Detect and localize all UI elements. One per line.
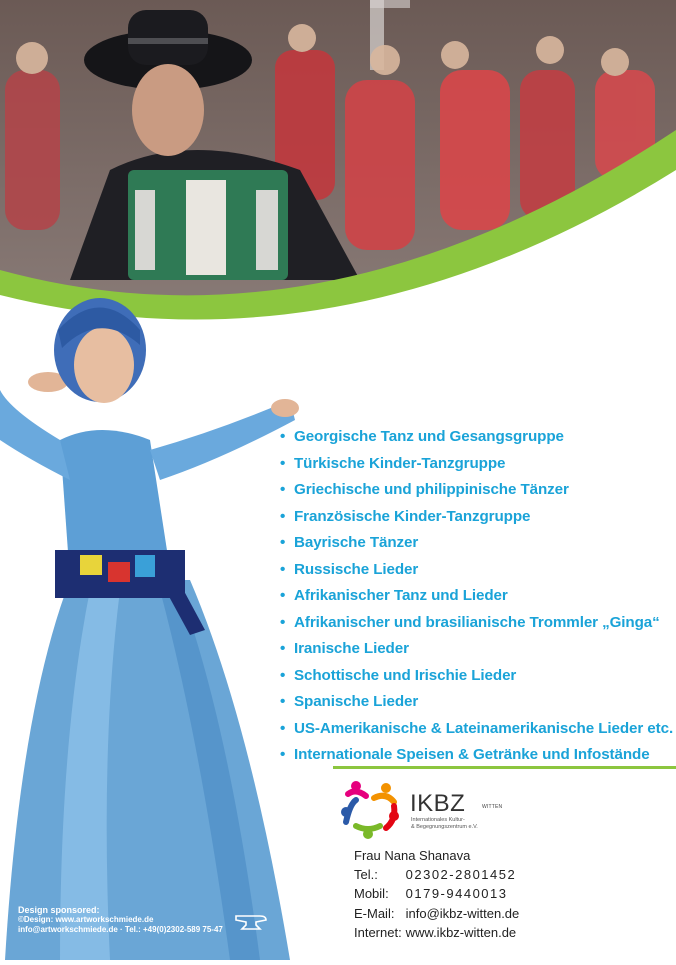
list-item: • Türkische Kinder-Tanzgruppe [280, 454, 506, 472]
list-item: • Schottische und Irischie Lieder [280, 666, 517, 684]
ikbz-logo[interactable] [336, 776, 676, 846]
list-item: • Internationale Speisen & Getränke und Infostände [280, 746, 650, 763]
mobil-label: Mobil: [354, 886, 389, 902]
tel-value[interactable]: 02302-2801452 [405, 867, 517, 883]
sponsor-heading: Design sponsored: [18, 905, 100, 915]
contact-name: Frau Nana Shanava [354, 848, 471, 863]
contact-block [354, 846, 519, 942]
logo-city: WITTEN [482, 804, 503, 810]
acts-list [280, 424, 673, 769]
ikbz-people-circle-logo-icon [336, 776, 406, 840]
sponsor-line-2: info@artworkschmiede.de · Tel.: +49(0)2302-589 75-47 [18, 925, 223, 934]
design-sponsor-credit [18, 905, 223, 935]
list-item: • Französische Kinder-Tanzgruppe [280, 507, 531, 525]
sponsor-line-1: ©Design: www.artworkschmiede.de [18, 915, 154, 924]
green-divider [333, 766, 676, 769]
logo-title: IKBZ [410, 790, 466, 817]
mobil-value[interactable]: 0179-9440013 [405, 886, 508, 902]
email-link[interactable]: info@ikbz-witten.de [405, 905, 520, 921]
list-item: • Georgische Tanz und Gesangsgruppe [280, 428, 564, 445]
logo-subtitle: Internationales Kultur- & Begegnungszentrum e.V. [411, 817, 478, 830]
email-label: E-Mail: [354, 905, 395, 921]
anvil-icon [234, 912, 268, 932]
list-item: • Spanische Lieder [280, 693, 419, 710]
list-item: • Afrikanischer Tanz und Lieder [280, 587, 508, 604]
tel-label: Tel.: [354, 867, 378, 883]
list-item: • Iranische Lieder [280, 640, 409, 657]
list-item: • Russische Lieder [280, 560, 419, 578]
header-photo [0, 0, 676, 330]
list-item: • Bayrische Tänzer [280, 534, 419, 551]
list-item: • US-Amerikanische & Lateinamerikanische Lieder etc. [280, 719, 674, 737]
internet-label: Internet: [354, 924, 402, 940]
website-link[interactable]: www.ikbz-witten.de [405, 924, 517, 940]
list-item: • Griechische und philippinische Tänzer [280, 481, 569, 498]
list-item: • Afrikanischer und brasilianische Trommler „Ginga“ [280, 613, 660, 631]
